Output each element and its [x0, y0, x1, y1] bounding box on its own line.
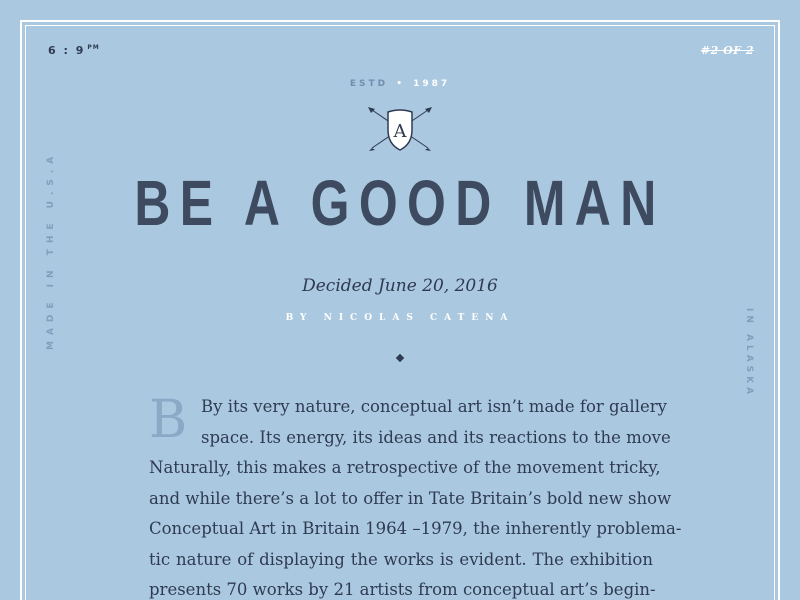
article-title: BE A GOOD MAN	[134, 167, 666, 239]
decided-date: Decided June 20, 2016	[302, 276, 498, 296]
crossed-arrows-shield-icon	[366, 106, 434, 152]
clock-time	[48, 44, 100, 57]
time-value: 6 : 9	[48, 44, 86, 57]
side-label-in-alaska: IN ALASKA	[744, 308, 754, 399]
article-line: tic nature of displaying the works is evident. The exhibition	[149, 549, 653, 569]
side-label-made-in-usa: MADE IN THE U.S.A	[46, 150, 56, 350]
estd-separator: •	[396, 79, 405, 89]
article-line: and while there’s a lot to offer in Tate Britain’s bold new show	[149, 488, 672, 508]
article-line: Conceptual Art in Britain 1964 –1979, the inherently problema-	[149, 519, 682, 538]
drop-cap: B	[149, 390, 188, 450]
article-line: space. Its energy, its ideas and its reactions to the move	[201, 427, 671, 447]
time-ampm: PM	[87, 44, 100, 51]
article-line: presents 70 works by 21 artists from conceptual art’s begin-	[149, 580, 656, 599]
established-line	[0, 79, 800, 89]
article-line: Naturally, this makes a retrospective of the movement tricky,	[149, 458, 661, 477]
crest-letter: A	[393, 121, 407, 142]
article-body	[149, 390, 682, 600]
byline[interactable]: BY NICOLAS CATENA	[285, 313, 515, 323]
page-indicator[interactable]: #2 OF 2	[700, 44, 754, 57]
estd-label: ESTD	[349, 79, 389, 89]
estd-year: 1987	[413, 79, 451, 89]
article-line: By its very nature, conceptual art isn’t made for gallery	[201, 397, 667, 416]
